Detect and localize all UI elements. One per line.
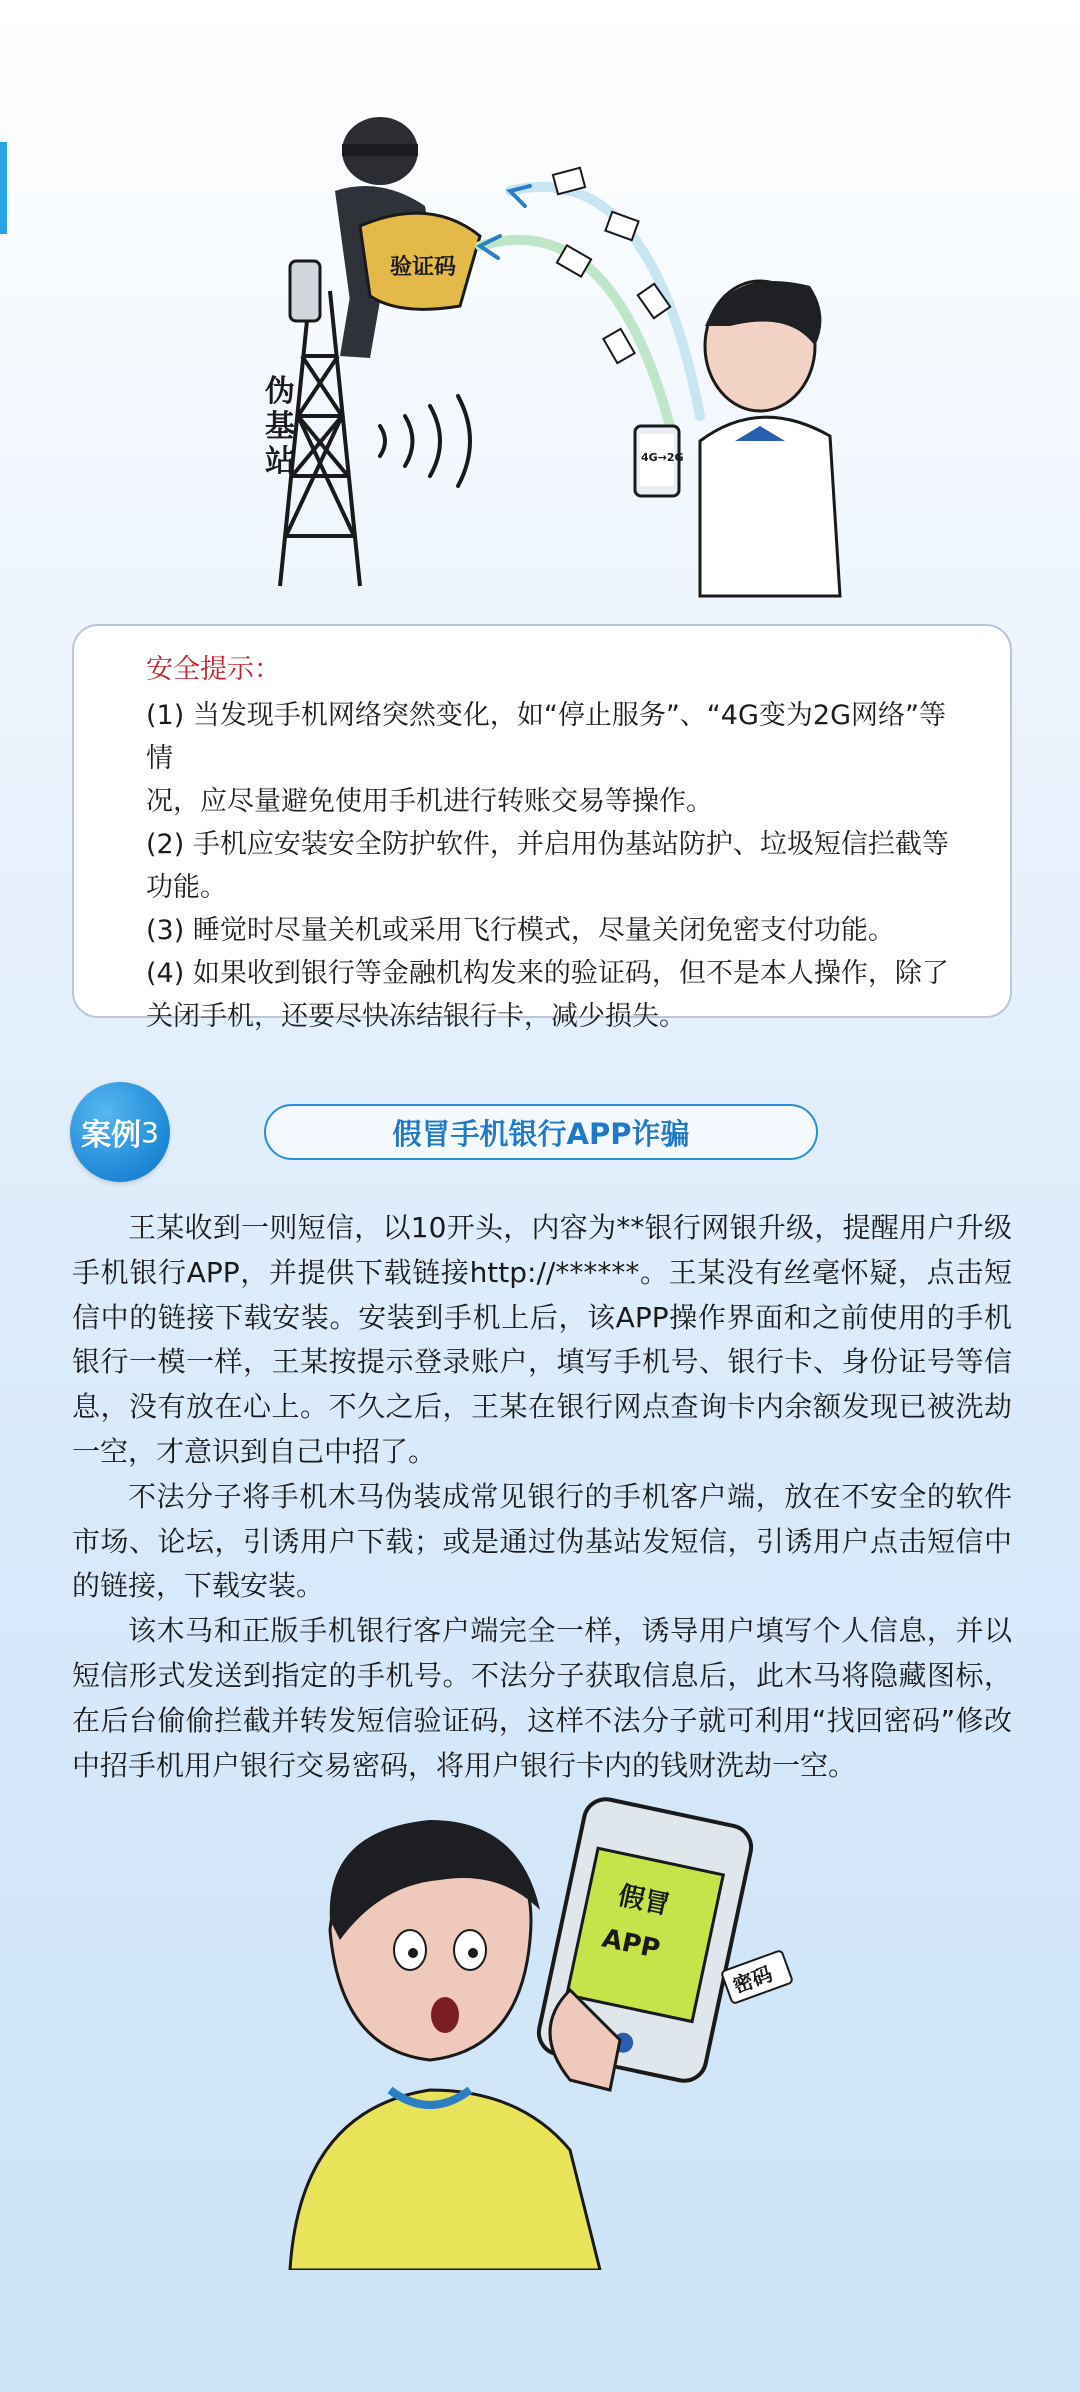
safety-tips-title: 安全提示：: [146, 654, 281, 685]
tower-label-1: 伪: [265, 374, 295, 409]
antenna-panel-icon: [290, 261, 320, 321]
sack-label: 验证码: [390, 255, 457, 280]
victim-man-icon: [700, 281, 840, 596]
signal-waves-icon: [380, 396, 470, 486]
code-sack-icon: [360, 213, 480, 309]
phone-icon: [635, 426, 684, 496]
case-body-text: [72, 1206, 1012, 1788]
password-tag-label: 密码: [729, 1961, 776, 1998]
phone-network-label: 4G→2G: [641, 451, 684, 464]
body-paragraph: 该木马和正版手机银行客户端完全一样，诱导用户填写个人信息，并以短信形式发送到指定的手机号。不法分子获取信息后，此木马将隐藏图标，在后台偷偷拦截并转发短信验证码，这样不法分子就可利用“找回密码”修改中招手机用户银行交易密码，将用户银行卡内的钱财洗劫一空。: [72, 1614, 1012, 1782]
safety-line: 功能。: [146, 872, 227, 903]
safety-line: 关闭手机，还要尽快冻结银行卡，减少损失。: [146, 1001, 686, 1032]
left-edge-accent: [0, 142, 7, 234]
safety-line: (1) 当发现手机网络突然变化，如“停止服务”、“4G变为2G网络”等情: [146, 700, 946, 774]
tower-label-3: 站: [265, 444, 295, 479]
case-number-badge: [70, 1082, 170, 1182]
body-paragraph: 不法分子将手机木马伪装成常见银行的手机客户端，放在不安全的软件市场、论坛，引诱用户下载；或是通过伪基站发短信，引诱用户点击短信中的链接，下载安装。: [72, 1479, 1012, 1603]
fake-app-illustration: [270, 1790, 830, 2270]
safety-tips-box: [72, 624, 1012, 1032]
body-paragraph: 王某收到一则短信，以10开头，内容为**银行网银升级，提醒用户升级手机银行APP，并提供下载链接http://******。王某没有丝毫怀疑，点击短信中的链接下载安装。安装到手机上后，该APP操作界面和之前使用的手机银行一模一样，王某按提示登录账户，填写手机号、银行卡、身份证号等信息，没有放在心上。不久之后，王某在银行网点查询卡内余额发现已被洗劫一空，才意识到自己中招了。: [72, 1211, 1012, 1468]
password-tag-icon: [721, 1950, 793, 2004]
safety-line: 况，应尽量避免使用手机进行转账交易等操作。: [146, 786, 713, 817]
safety-line: (3) 睡觉时尽量关机或采用飞行模式，尽量关闭免密支付功能。: [146, 915, 895, 946]
case-title: 假冒手机银行APP诈骗: [264, 1104, 818, 1160]
safety-line: (2) 手机应安装安全防护软件，并启用伪基站防护、垃圾短信拦截等: [146, 829, 949, 860]
case-badge-number: 3: [141, 1115, 159, 1149]
app-screen-label: APP: [599, 1923, 663, 1965]
fake-base-station-illustration: [230, 96, 870, 606]
tower-label-2: 基: [265, 409, 295, 444]
safety-line: (4) 如果收到银行等金融机构发来的验证码，但不是本人操作，除了: [146, 958, 949, 989]
fake-screen-label: 假冒: [615, 1880, 673, 1922]
case-badge-text: 案例: [81, 1118, 142, 1153]
